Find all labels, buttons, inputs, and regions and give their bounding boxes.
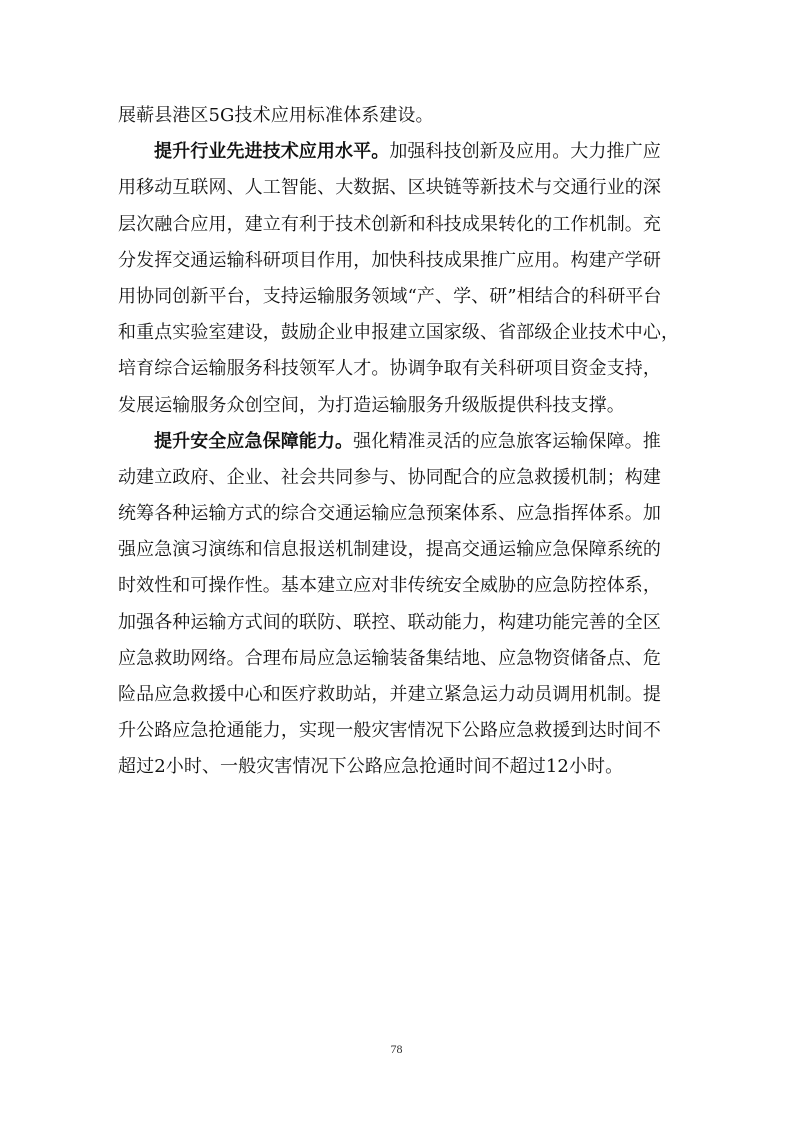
paragraph-text: 培育综合运输服务科技领军人才。协调争取有关科研项目资金支持， xyxy=(118,358,661,380)
paragraph-3-line-9 xyxy=(118,713,686,749)
paragraph-2-line-6 xyxy=(118,315,686,351)
paragraph-text: 险品应急救援中心和医疗救助站，并建立紧急运力动员调用机制。提 xyxy=(118,684,661,705)
paragraph-1-text: 展蕲县港区5G技术应用标准体系建设。 xyxy=(118,105,434,126)
paragraph-text: 超过2小时、一般灾害情况下公路应急抢通时间不超过12小时。 xyxy=(118,756,624,778)
paragraph-3-line-6 xyxy=(118,605,686,641)
paragraph-text: 和重点实验室建设，鼓励企业申报建立国家级、省部级企业技术中心， xyxy=(118,322,680,344)
paragraph-2-line-7 xyxy=(118,351,686,387)
paragraph-text: 分发挥交通运输科研项目作用，加快科技成果推广应用。构建产学研 xyxy=(118,249,661,271)
paragraph-2-text: 加强科技创新及应用。大力推广应 xyxy=(389,141,661,163)
paragraph-3-line-7 xyxy=(118,641,686,677)
paragraph-text: 统筹各种运输方式的综合交通运输应急预案体系、应急指挥体系。加 xyxy=(118,503,661,525)
paragraph-text: 时效性和可操作性。基本建立应对非传统安全威胁的应急防控体系， xyxy=(118,575,661,597)
paragraph-3-line-1 xyxy=(118,424,686,460)
paragraph-2-line-3 xyxy=(118,207,686,243)
paragraph-1-line-1 xyxy=(118,98,686,134)
body-text xyxy=(118,98,686,786)
paragraph-text: 用协同创新平台，支持运输服务领域“产、学、研”相结合的科研平台 xyxy=(118,285,662,307)
paragraph-2-line-5 xyxy=(118,279,686,315)
paragraph-3-line-10 xyxy=(118,749,686,785)
paragraph-3-line-2 xyxy=(118,460,686,496)
paragraph-3-line-5 xyxy=(118,568,686,604)
paragraph-text: 发展运输服务众创空间，为打造运输服务升级版提供科技支撑。 xyxy=(118,394,625,416)
paragraph-text: 升公路应急抢通能力，实现一般灾害情况下公路应急救援到达时间不 xyxy=(118,720,661,742)
paragraph-3-text: 强化精准灵活的应急旅客运输保障。推 xyxy=(353,430,661,452)
paragraph-3-heading: 提升安全应急保障能力。 xyxy=(154,430,354,452)
paragraph-text: 用移动互联网、人工智能、大数据、区块链等新技术与交通行业的深 xyxy=(118,177,661,199)
paragraph-2-line-8 xyxy=(118,388,686,424)
paragraph-3-line-4 xyxy=(118,532,686,568)
paragraph-text: 应急救助网络。合理布局应急运输装备集结地、应急物资储备点、危 xyxy=(118,647,661,669)
paragraph-2-line-2 xyxy=(118,170,686,206)
paragraph-2-line-4 xyxy=(118,243,686,279)
paragraph-3-line-3 xyxy=(118,496,686,532)
paragraph-3-line-8 xyxy=(118,677,686,713)
paragraph-text: 层次融合应用，建立有利于技术创新和科技成果转化的工作机制。充 xyxy=(118,213,661,235)
paragraph-text: 加强各种运输方式间的联防、联控、联动能力，构建功能完善的全区 xyxy=(118,611,661,633)
paragraph-text: 动建立政府、企业、社会共同参与、协同配合的应急救援机制；构建 xyxy=(118,466,661,488)
page-number: 78 xyxy=(390,1042,403,1056)
paragraph-text: 强应急演习演练和信息报送机制建设，提高交通运输应急保障系统的 xyxy=(118,539,661,561)
paragraph-2-line-1 xyxy=(118,134,686,170)
paragraph-2-heading: 提升行业先进技术应用水平。 xyxy=(154,141,390,163)
